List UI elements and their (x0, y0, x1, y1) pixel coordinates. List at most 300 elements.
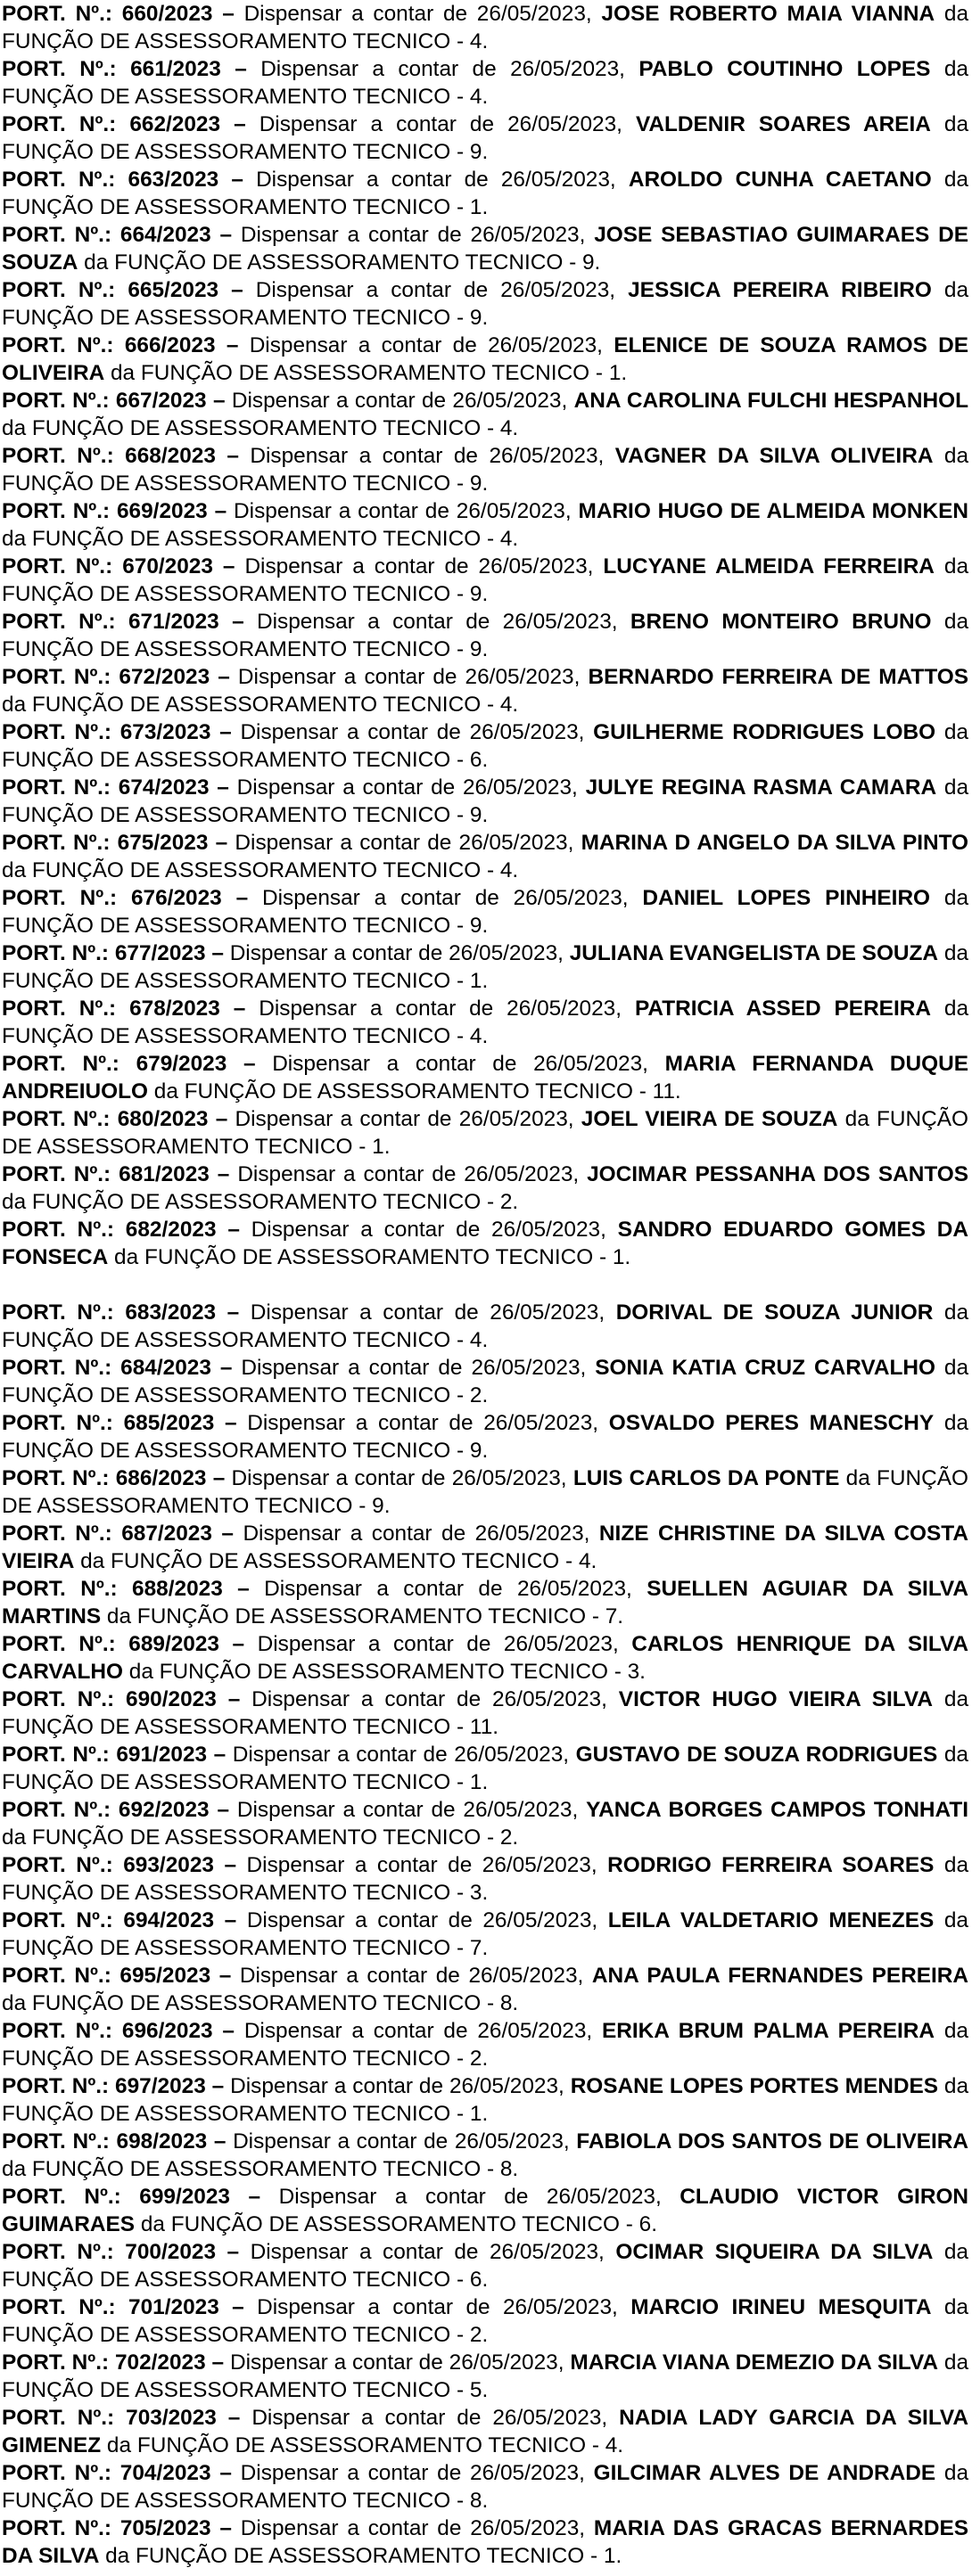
portaria-number: 694/2023 (123, 1908, 215, 1932)
portaria-dash: – (227, 444, 239, 468)
portaria-number: 663/2023 (128, 168, 219, 192)
portaria-number: 700/2023 (125, 2240, 217, 2264)
portaria-number: 702/2023 (114, 2350, 206, 2375)
portaria-label: PORT. Nº.: (2, 941, 110, 965)
portaria-entry (2, 1216, 968, 1271)
portaria-entry (2, 2293, 968, 2349)
portaria-dash: – (222, 554, 235, 578)
employee-name: RODRIGO FERREIRA SOARES (607, 1853, 935, 1877)
employee-name: BRENO MONTEIRO BRUNO (630, 610, 932, 634)
portaria-number: 686/2023 (115, 1466, 207, 1490)
portaria-label: PORT. Nº.: (2, 1356, 112, 1380)
portaria-entry (2, 55, 968, 111)
portaria-action: Dispensar a contar de 26/05/2023, (255, 278, 616, 302)
portaria-label: PORT. Nº.: (2, 1162, 111, 1186)
portaria-entry (2, 1907, 968, 1962)
portaria-number: 679/2023 (136, 1052, 227, 1076)
portaria-dash: – (224, 1853, 237, 1877)
portaria-entry (2, 608, 968, 663)
function-text: da FUNÇÃO DE ASSESSORAMENTO TECNICO - 4. (2, 2, 969, 53)
portaria-action: Dispensar a contar de 26/05/2023, (246, 1908, 598, 1932)
portaria-action: Dispensar a contar de 26/05/2023, (235, 831, 574, 855)
portaria-number: 662/2023 (129, 112, 221, 136)
portaria-label: PORT. Nº.: (2, 610, 116, 634)
portaria-dash: – (218, 665, 230, 689)
employee-name: MARCIA VIANA DEMEZIO DA SILVA (570, 2350, 939, 2375)
function-text: da FUNÇÃO DE ASSESSORAMENTO TECNICO - 4. (2, 416, 519, 440)
function-text: da FUNÇÃO DE ASSESSORAMENTO TECNICO - 9. (2, 886, 969, 938)
function-text: da FUNÇÃO DE ASSESSORAMENTO TECNICO - 1. (114, 1245, 631, 1269)
function-text: da FUNÇÃO DE ASSESSORAMENTO TECNICO - 1. (110, 361, 628, 385)
function-text: da FUNÇÃO DE ASSESSORAMENTO TECNICO - 6. (2, 2240, 968, 2292)
portaria-label: PORT. Nº.: (2, 2129, 110, 2154)
function-text: da FUNÇÃO DE ASSESSORAMENTO TECNICO - 8. (2, 2157, 519, 2181)
portaria-number: 660/2023 (121, 2, 213, 26)
portaria-entry (2, 1520, 968, 1575)
portaria-number: 666/2023 (124, 333, 216, 357)
portaria-label: PORT. Nº.: (2, 444, 114, 468)
portaria-entry (2, 442, 968, 497)
employee-name: DANIEL LOPES PINHEIRO (642, 886, 931, 910)
portaria-action: Dispensar a contar de 26/05/2023, (231, 389, 568, 413)
portaria-entry (2, 1354, 968, 1409)
portaria-action: Dispensar a contar de 26/05/2023, (247, 1411, 599, 1435)
function-text: da FUNÇÃO DE ASSESSORAMENTO TECNICO - 9. (2, 1466, 968, 1518)
employee-name: LUIS CARLOS DA PONTE (572, 1466, 840, 1490)
portaria-entry (2, 939, 968, 995)
portaria-dash: – (232, 610, 244, 634)
portaria-action: Dispensar a contar de 26/05/2023, (240, 2516, 586, 2540)
function-text: da FUNÇÃO DE ASSESSORAMENTO TECNICO - 1. (2, 941, 968, 993)
function-text: da FUNÇÃO DE ASSESSORAMENTO TECNICO - 7. (2, 1908, 968, 1960)
portaria-dash: – (225, 1411, 237, 1435)
portaria-number: 695/2023 (119, 1964, 211, 1988)
function-text: da FUNÇÃO DE ASSESSORAMENTO TECNICO - 9. (84, 250, 601, 275)
portaria-entry (2, 1796, 968, 1851)
portaria-label: PORT. Nº.: (2, 389, 110, 413)
portaria-number: 687/2023 (121, 1522, 212, 1546)
portaria-action: Dispensar a contar de 26/05/2023, (233, 2129, 570, 2154)
employee-name: ANA PAULA FERNANDES PEREIRA (591, 1964, 969, 1988)
function-text: da FUNÇÃO DE ASSESSORAMENTO TECNICO - 1. (2, 1107, 968, 1159)
function-text: da FUNÇÃO DE ASSESSORAMENTO TECNICO - 9. (2, 610, 969, 661)
portaria-number: 675/2023 (117, 831, 209, 855)
employee-name: MARINA D ANGELO DA SILVA PINTO (581, 831, 969, 855)
portaria-label: PORT. Nº.: (2, 168, 116, 192)
portaria-label: PORT. Nº.: (2, 2240, 114, 2264)
portaria-entry (2, 1409, 968, 1464)
function-text: da FUNÇÃO DE ASSESSORAMENTO TECNICO - 1. (105, 2544, 622, 2568)
employee-name: NIZE CHRISTINE DA SILVA COSTA VIEIRA (2, 1522, 968, 1573)
portaria-label: PORT. Nº.: (2, 2295, 116, 2319)
portaria-entry (2, 1050, 968, 1105)
employee-name: PABLO COUTINHO LOPES (638, 57, 931, 81)
portaria-action: Dispensar a contar de 26/05/2023, (260, 57, 625, 81)
portaria-label: PORT. Nº.: (2, 2406, 115, 2430)
portaria-number: 685/2023 (123, 1411, 215, 1435)
portaria-block (2, 0, 968, 1271)
portaria-number: 690/2023 (126, 1687, 217, 1711)
portaria-dash: – (213, 2129, 227, 2154)
portaria-label: PORT. Nº.: (2, 775, 111, 800)
portaria-number: 692/2023 (118, 1798, 210, 1822)
employee-name: SANDRO EDUARDO GOMES DA FONSECA (2, 1218, 969, 1269)
portaria-entry (2, 2072, 968, 2128)
portaria-label: PORT. Nº.: (2, 499, 111, 523)
portaria-action: Dispensar a contar de 26/05/2023, (257, 610, 618, 634)
function-text: da FUNÇÃO DE ASSESSORAMENTO TECNICO - 8. (2, 1991, 519, 2015)
function-text: da FUNÇÃO DE ASSESSORAMENTO TECNICO - 4. (80, 1549, 597, 1573)
portaria-number: 682/2023 (125, 1218, 217, 1242)
portaria-action: Dispensar a contar de 26/05/2023, (232, 1743, 570, 1767)
portaria-entry (2, 1851, 968, 1907)
portaria-dash: – (215, 1107, 228, 1131)
portaria-action: Dispensar a contar de 26/05/2023, (259, 112, 622, 136)
portaria-entry (2, 111, 968, 166)
function-text: da FUNÇÃO DE ASSESSORAMENTO TECNICO - 2. (2, 1356, 969, 1407)
function-text: da FUNÇÃO DE ASSESSORAMENTO TECNICO - 2. (2, 2019, 968, 2071)
portaria-number: 673/2023 (119, 720, 211, 744)
employee-name: OCIMAR SIQUEIRA DA SILVA (615, 2240, 934, 2264)
portaria-entry (2, 553, 968, 608)
portaria-label: PORT. Nº.: (2, 831, 111, 855)
portaria-label: PORT. Nº.: (2, 1743, 110, 1767)
employee-name: VICTOR HUGO VIEIRA SILVA (618, 1687, 933, 1711)
portaria-entry (2, 1161, 968, 1216)
portaria-number: 661/2023 (130, 57, 221, 81)
portaria-action: Dispensar a contar de 26/05/2023, (249, 333, 603, 357)
portaria-entry (2, 2459, 968, 2514)
employee-name: ELENICE DE SOUZA RAMOS DE OLIVEIRA (2, 333, 969, 385)
portaria-entry (2, 663, 968, 718)
portaria-label: PORT. Nº.: (2, 1300, 114, 1325)
portaria-dash: – (235, 886, 249, 910)
function-text: da FUNÇÃO DE ASSESSORAMENTO TECNICO - 5. (2, 2350, 969, 2402)
employee-name: MARIA DAS GRACAS BERNARDES DA SILVA (2, 2516, 968, 2568)
employee-name: OSVALDO PERES MANESCHY (608, 1411, 935, 1435)
portaria-block (2, 1299, 968, 2570)
employee-name: MARCIO IRINEU MESQUITA (630, 2295, 932, 2319)
portaria-dash: – (231, 278, 243, 302)
portaria-label: PORT. Nº.: (2, 1522, 112, 1546)
function-text: da FUNÇÃO DE ASSESSORAMENTO TECNICO - 9. (2, 444, 969, 496)
portaria-action: Dispensar a contar de 26/05/2023, (243, 2, 592, 26)
portaria-label: PORT. Nº.: (2, 2516, 112, 2540)
function-text: da FUNÇÃO DE ASSESSORAMENTO TECNICO - 2. (2, 2295, 968, 2347)
employee-name: VAGNER DA SILVA OLIVEIRA (614, 444, 934, 468)
portaria-number: 664/2023 (119, 223, 211, 247)
function-text: da FUNÇÃO DE ASSESSORAMENTO TECNICO - 2. (2, 1825, 519, 1850)
portaria-number: 701/2023 (128, 2295, 219, 2319)
function-text: da FUNÇÃO DE ASSESSORAMENTO TECNICO - 1. (2, 1743, 968, 1794)
portaria-entry (2, 1575, 968, 1630)
portaria-action: Dispensar a contar de 26/05/2023, (237, 1162, 580, 1186)
portaria-action: Dispensar a contar de 26/05/2023, (244, 554, 594, 578)
portaria-number: 671/2023 (128, 610, 219, 634)
employee-name: YANCA BORGES CAMPOS TONHATI (586, 1798, 969, 1822)
function-text: da FUNÇÃO DE ASSESSORAMENTO TECNICO - 9. (2, 278, 969, 330)
portaria-entry (2, 718, 968, 774)
portaria-entry (2, 221, 968, 276)
employee-name: JULIANA EVANGELISTA DE SOUZA (569, 941, 939, 965)
portaria-action: Dispensar a contar de 26/05/2023, (234, 499, 572, 523)
portaria-number: 683/2023 (125, 1300, 217, 1325)
portaria-action: Dispensar a contar de 26/05/2023, (243, 1522, 590, 1546)
function-text: da FUNÇÃO DE ASSESSORAMENTO TECNICO - 11. (2, 1687, 969, 1739)
portaria-label: PORT. Nº.: (2, 57, 117, 81)
portaria-label: PORT. Nº.: (2, 2350, 110, 2375)
function-text: da FUNÇÃO DE ASSESSORAMENTO TECNICO - 7. (106, 1604, 624, 1628)
portaria-action: Dispensar a contar de 26/05/2023, (243, 2019, 593, 2043)
portaria-number: 691/2023 (116, 1743, 208, 1767)
function-text: da FUNÇÃO DE ASSESSORAMENTO TECNICO - 4. (106, 2433, 624, 2457)
portaria-label: PORT. Nº.: (2, 333, 114, 357)
portaria-entry (2, 0, 968, 55)
portaria-dash: – (224, 1908, 237, 1932)
portaria-label: PORT. Nº.: (2, 886, 118, 910)
portaria-dash: – (233, 997, 246, 1021)
employee-name: SONIA KATIA CRUZ CARVALHO (595, 1356, 935, 1380)
portaria-dash: – (227, 1687, 241, 1711)
portaria-entry (2, 276, 968, 332)
portaria-label: PORT. Nº.: (2, 1798, 111, 1822)
portaria-entry (2, 332, 968, 387)
portaria-entry (2, 829, 968, 884)
portaria-action: Dispensar a contar de 26/05/2023, (235, 1107, 574, 1131)
portaria-label: PORT. Nº.: (2, 1632, 116, 1656)
portaria-dash: – (214, 499, 227, 523)
portaria-entry (2, 1630, 968, 1686)
portaria-action: Dispensar a contar de 26/05/2023, (256, 168, 616, 192)
portaria-number: 680/2023 (117, 1107, 209, 1131)
portaria-number: 693/2023 (123, 1853, 214, 1877)
employee-name: LUCYANE ALMEIDA FERREIRA (603, 554, 935, 578)
employee-name: FABIOLA DOS SANTOS DE OLIVEIRA (576, 2129, 969, 2154)
portaria-number: 670/2023 (122, 554, 213, 578)
employee-name: MARIO HUGO DE ALMEIDA MONKEN (578, 499, 969, 523)
portaria-dash: – (226, 333, 239, 357)
portaria-number: 677/2023 (114, 941, 206, 965)
portaria-entry (2, 2238, 968, 2293)
portaria-action: Dispensar a contar de 26/05/2023, (251, 2406, 608, 2430)
portaria-number: 703/2023 (126, 2406, 217, 2430)
function-text: da FUNÇÃO DE ASSESSORAMENTO TECNICO - 3. (2, 1853, 969, 1905)
function-text: da FUNÇÃO DE ASSESSORAMENTO TECNICO - 1. (2, 168, 968, 219)
function-text: da FUNÇÃO DE ASSESSORAMENTO TECNICO - 6. (2, 720, 968, 772)
portaria-number: 697/2023 (115, 2074, 206, 2098)
portaria-number: 689/2023 (128, 1632, 219, 1656)
employee-name: JOCIMAR PESSANHA DOS SANTOS (587, 1162, 969, 1186)
portaria-number: 672/2023 (119, 665, 210, 689)
portaria-action: Dispensar a contar de 26/05/2023, (240, 2461, 585, 2485)
portaria-entry (2, 884, 968, 939)
portaria-dash: – (217, 775, 229, 800)
portaria-dash: – (222, 2019, 235, 2043)
portaria-action: Dispensar a contar de 26/05/2023, (241, 1356, 587, 1380)
portaria-dash: – (211, 941, 224, 965)
portaria-dash: – (231, 168, 243, 192)
portaria-action: Dispensar a contar de 26/05/2023, (229, 941, 564, 965)
portaria-number: 674/2023 (118, 775, 210, 800)
portaria-dash: – (217, 1798, 230, 1822)
employee-name: GUILHERME RODRIGUES LOBO (593, 720, 936, 744)
employee-name: ANA CAROLINA FULCHI HESPANHOL (573, 389, 969, 413)
portaria-number: 705/2023 (119, 2516, 211, 2540)
employee-name: CARLOS HENRIQUE DA SILVA CARVALHO (2, 1632, 969, 1684)
portaria-label: PORT. Nº.: (2, 1218, 115, 1242)
portaria-action: Dispensar a contar de 26/05/2023, (231, 1466, 567, 1490)
portaria-action: Dispensar a contar de 26/05/2023, (229, 2350, 564, 2375)
portaria-label: PORT. Nº.: (2, 2461, 112, 2485)
portaria-entry (2, 1299, 968, 1354)
portaria-number: 678/2023 (129, 997, 220, 1021)
portaria-label: PORT. Nº.: (2, 1411, 113, 1435)
employee-name: GILCIMAR ALVES DE ANDRADE (593, 2461, 936, 2485)
portaria-action: Dispensar a contar de 26/05/2023, (236, 775, 578, 800)
employee-name: MARIA FERNANDA DUQUE ANDREIUOLO (2, 1052, 968, 1103)
portaria-action: Dispensar a contar de 26/05/2023, (240, 720, 585, 744)
portaria-label: PORT. Nº.: (2, 2, 112, 26)
portaria-entry (2, 387, 968, 442)
portaria-entry (2, 497, 968, 553)
portaria-label: PORT. Nº.: (2, 2019, 113, 2043)
portaria-label: PORT. Nº.: (2, 1964, 111, 1988)
employee-name: NADIA LADY GARCIA DA SILVA GIMENEZ (2, 2406, 968, 2457)
portaria-label: PORT. Nº.: (2, 665, 111, 689)
portaria-dash: – (219, 1356, 233, 1380)
portaria-action: Dispensar a contar de 26/05/2023, (237, 665, 581, 689)
portaria-entry (2, 1105, 968, 1161)
function-text: da FUNÇÃO DE ASSESSORAMENTO TECNICO - 4. (2, 858, 519, 882)
function-text: da FUNÇÃO DE ASSESSORAMENTO TECNICO - 4. (2, 527, 519, 551)
portaria-label: PORT. Nº.: (2, 1107, 111, 1131)
function-text: da FUNÇÃO DE ASSESSORAMENTO TECNICO - 4. (2, 693, 519, 717)
function-text: da FUNÇÃO DE ASSESSORAMENTO TECNICO - 11. (153, 1079, 681, 1103)
employee-name: BERNARDO FERREIRA DE MATTOS (588, 665, 969, 689)
portaria-action: Dispensar a contar de 26/05/2023, (251, 1687, 607, 1711)
portaria-number: 704/2023 (119, 2461, 211, 2485)
portaria-action: Dispensar a contar de 26/05/2023, (262, 886, 629, 910)
portaria-dash: – (211, 2350, 225, 2375)
portaria-dash: – (227, 2406, 241, 2430)
portaria-dash: – (217, 1162, 230, 1186)
portaria-entry (2, 2017, 968, 2072)
portaria-dash: – (211, 2074, 225, 2098)
function-text: da FUNÇÃO DE ASSESSORAMENTO TECNICO - 9. (2, 554, 969, 606)
employee-name: JESSICA PEREIRA RIBEIRO (628, 278, 932, 302)
portaria-number: 676/2023 (130, 886, 222, 910)
portaria-entry (2, 774, 968, 829)
employee-name: ROSANE LOPES PORTES MENDES (570, 2074, 938, 2098)
portaria-action: Dispensar a contar de 26/05/2023, (259, 997, 622, 1021)
portaria-entry (2, 1686, 968, 1741)
portaria-dash: – (219, 720, 232, 744)
portaria-label: PORT. Nº.: (2, 1908, 113, 1932)
portaria-number: 667/2023 (115, 389, 207, 413)
portaria-dash: – (243, 1052, 256, 1076)
portaria-action: Dispensar a contar de 26/05/2023, (251, 1218, 606, 1242)
portaria-action: Dispensar a contar de 26/05/2023, (240, 223, 586, 247)
portaria-entry (2, 2514, 968, 2570)
portaria-dash: – (221, 1522, 234, 1546)
portaria-action: Dispensar a contar de 26/05/2023, (236, 1798, 579, 1822)
employee-name: CLAUDIO VICTOR GIRON GUIMARAES (2, 2185, 969, 2236)
employee-name: PATRICIA ASSED PEREIRA (634, 997, 931, 1021)
portaria-label: PORT. Nº.: (2, 554, 113, 578)
portaria-action: Dispensar a contar de 26/05/2023, (250, 444, 605, 468)
employee-name: SUELLEN AGUIAR DA SILVA MARTINS (2, 1577, 968, 1628)
portaria-action: Dispensar a contar de 26/05/2023, (264, 1577, 632, 1601)
portaria-number: 669/2023 (116, 499, 208, 523)
function-text: da FUNÇÃO DE ASSESSORAMENTO TECNICO - 9. (2, 112, 969, 164)
portaria-label: PORT. Nº.: (2, 1052, 119, 1076)
portaria-label: PORT. Nº.: (2, 997, 117, 1021)
portaria-dash: – (219, 2516, 232, 2540)
portaria-action: Dispensar a contar de 26/05/2023, (246, 1853, 597, 1877)
portaria-dash: – (227, 1300, 240, 1325)
portaria-dash: – (227, 2240, 240, 2264)
portaria-entry (2, 166, 968, 221)
portaria-dash: – (235, 57, 247, 81)
portaria-dash: – (213, 1743, 227, 1767)
function-text: da FUNÇÃO DE ASSESSORAMENTO TECNICO - 4. (2, 1300, 969, 1352)
employee-name: JOSE ROBERTO MAIA VIANNA (601, 2, 935, 26)
portaria-action: Dispensar a contar de 26/05/2023, (250, 1300, 605, 1325)
function-text: da FUNÇÃO DE ASSESSORAMENTO TECNICO - 4. (2, 997, 969, 1048)
portaria-action: Dispensar a contar de 26/05/2023, (239, 1964, 584, 1988)
portaria-entry (2, 1464, 968, 1520)
portaria-entry (2, 2183, 968, 2238)
portaria-dash: – (218, 1964, 232, 1988)
portaria-label: PORT. Nº.: (2, 1577, 118, 1601)
portaria-number: 684/2023 (120, 1356, 211, 1380)
portaria-label: PORT. Nº.: (2, 1853, 113, 1877)
portaria-number: 698/2023 (116, 2129, 208, 2154)
employee-name: LEILA VALDETARIO MENEZES (607, 1908, 935, 1932)
portaria-label: PORT. Nº.: (2, 2074, 110, 2098)
portaria-entry (2, 2404, 968, 2459)
portaria-label: PORT. Nº.: (2, 1466, 110, 1490)
portaria-dash: – (227, 1218, 240, 1242)
employee-name: ERIKA BRUM PALMA PEREIRA (602, 2019, 935, 2043)
portaria-number: 699/2023 (139, 2185, 230, 2209)
function-text: da FUNÇÃO DE ASSESSORAMENTO TECNICO - 4. (2, 57, 968, 109)
portaria-number: 681/2023 (119, 1162, 210, 1186)
portaria-dash: – (219, 2461, 232, 2485)
employee-name: JULYE REGINA RASMA CAMARA (585, 775, 937, 800)
portaria-number: 665/2023 (128, 278, 219, 302)
portaria-dash: – (222, 2, 235, 26)
portaria-entry (2, 1962, 968, 2017)
portaria-action: Dispensar a contar de 26/05/2023, (230, 2074, 564, 2098)
portaria-dash: – (232, 2295, 244, 2319)
function-text: da FUNÇÃO DE ASSESSORAMENTO TECNICO - 3. (128, 1660, 646, 1684)
portaria-dash: – (232, 1632, 245, 1656)
employee-name: AROLDO CUNHA CAETANO (628, 168, 932, 192)
portaria-entry (2, 2128, 968, 2183)
function-text: da FUNÇÃO DE ASSESSORAMENTO TECNICO - 9. (2, 775, 969, 827)
employee-name: JOEL VIEIRA DE SOUZA (581, 1107, 838, 1131)
portaria-label: PORT. Nº.: (2, 278, 116, 302)
portaria-number: 696/2023 (121, 2019, 213, 2043)
portaria-dash: – (212, 389, 226, 413)
portaria-label: PORT. Nº.: (2, 2185, 121, 2209)
portaria-action: Dispensar a contar de 26/05/2023, (272, 1052, 648, 1076)
portaria-dash: – (215, 831, 228, 855)
portaria-action: Dispensar a contar de 26/05/2023, (257, 1632, 619, 1656)
portaria-dash: – (234, 112, 246, 136)
portaria-label: PORT. Nº.: (2, 1687, 115, 1711)
